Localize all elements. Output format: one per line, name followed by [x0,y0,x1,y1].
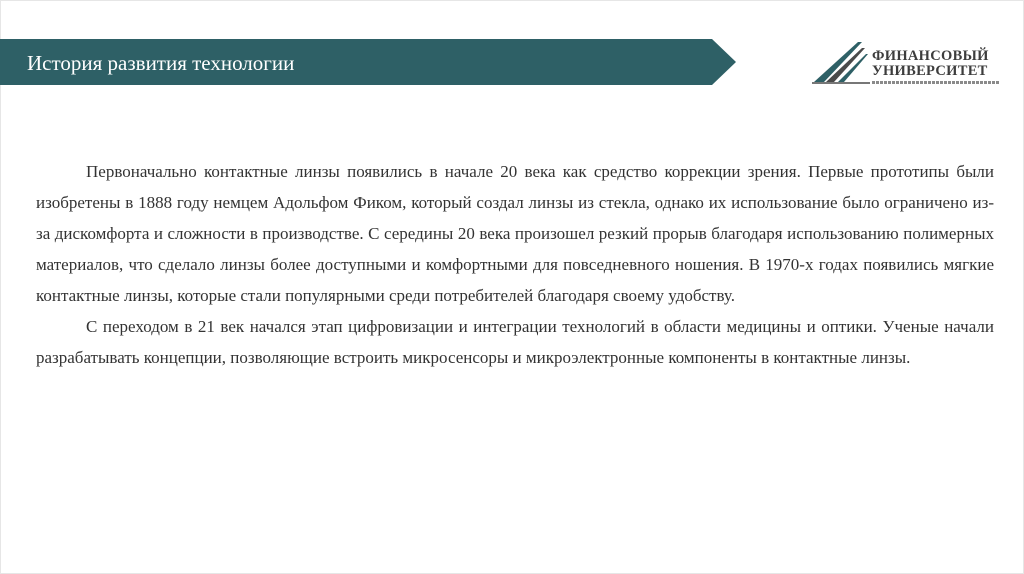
paragraph-history: Первоначально контактные линзы появились в начале 20 века как средство коррекции зрения. Первые прототипы были изобретены в 1888 году немцем Адольфом Фиком, который создал линзы из стекла, однако их использование было ограничено из-за дискомфорта и сложности в производстве. С середины 20 века произошел резкий прорыв благодаря использованию полимерных материалов, что сделало линзы более доступными и комфортными для повседневного ношения. В 1970-х годах появились мягкие контактные линзы, которые стали популярными среди потребителей благодаря своему удобству. [36,162,994,305]
slide-title: История развития технологии [27,51,295,75]
title-banner [0,39,736,85]
logo-text-line2: УНИВЕРСИТЕТ [872,63,988,79]
logo-text-line1: ФИНАНСОВЫЙ [872,48,989,64]
body-text [36,156,994,373]
logo-subtitle-small [872,81,1000,84]
university-logo [812,38,1002,88]
paragraph-digitalization: С переходом в 21 век начался этап цифровизации и интеграции технологий в области медицины и оптики. Ученые начали разрабатывать концепции, позволяющие встроить микросенсоры и микроэлектронные компоненты в контактные линзы. [36,317,994,367]
logo-emblem-icon [812,38,872,88]
